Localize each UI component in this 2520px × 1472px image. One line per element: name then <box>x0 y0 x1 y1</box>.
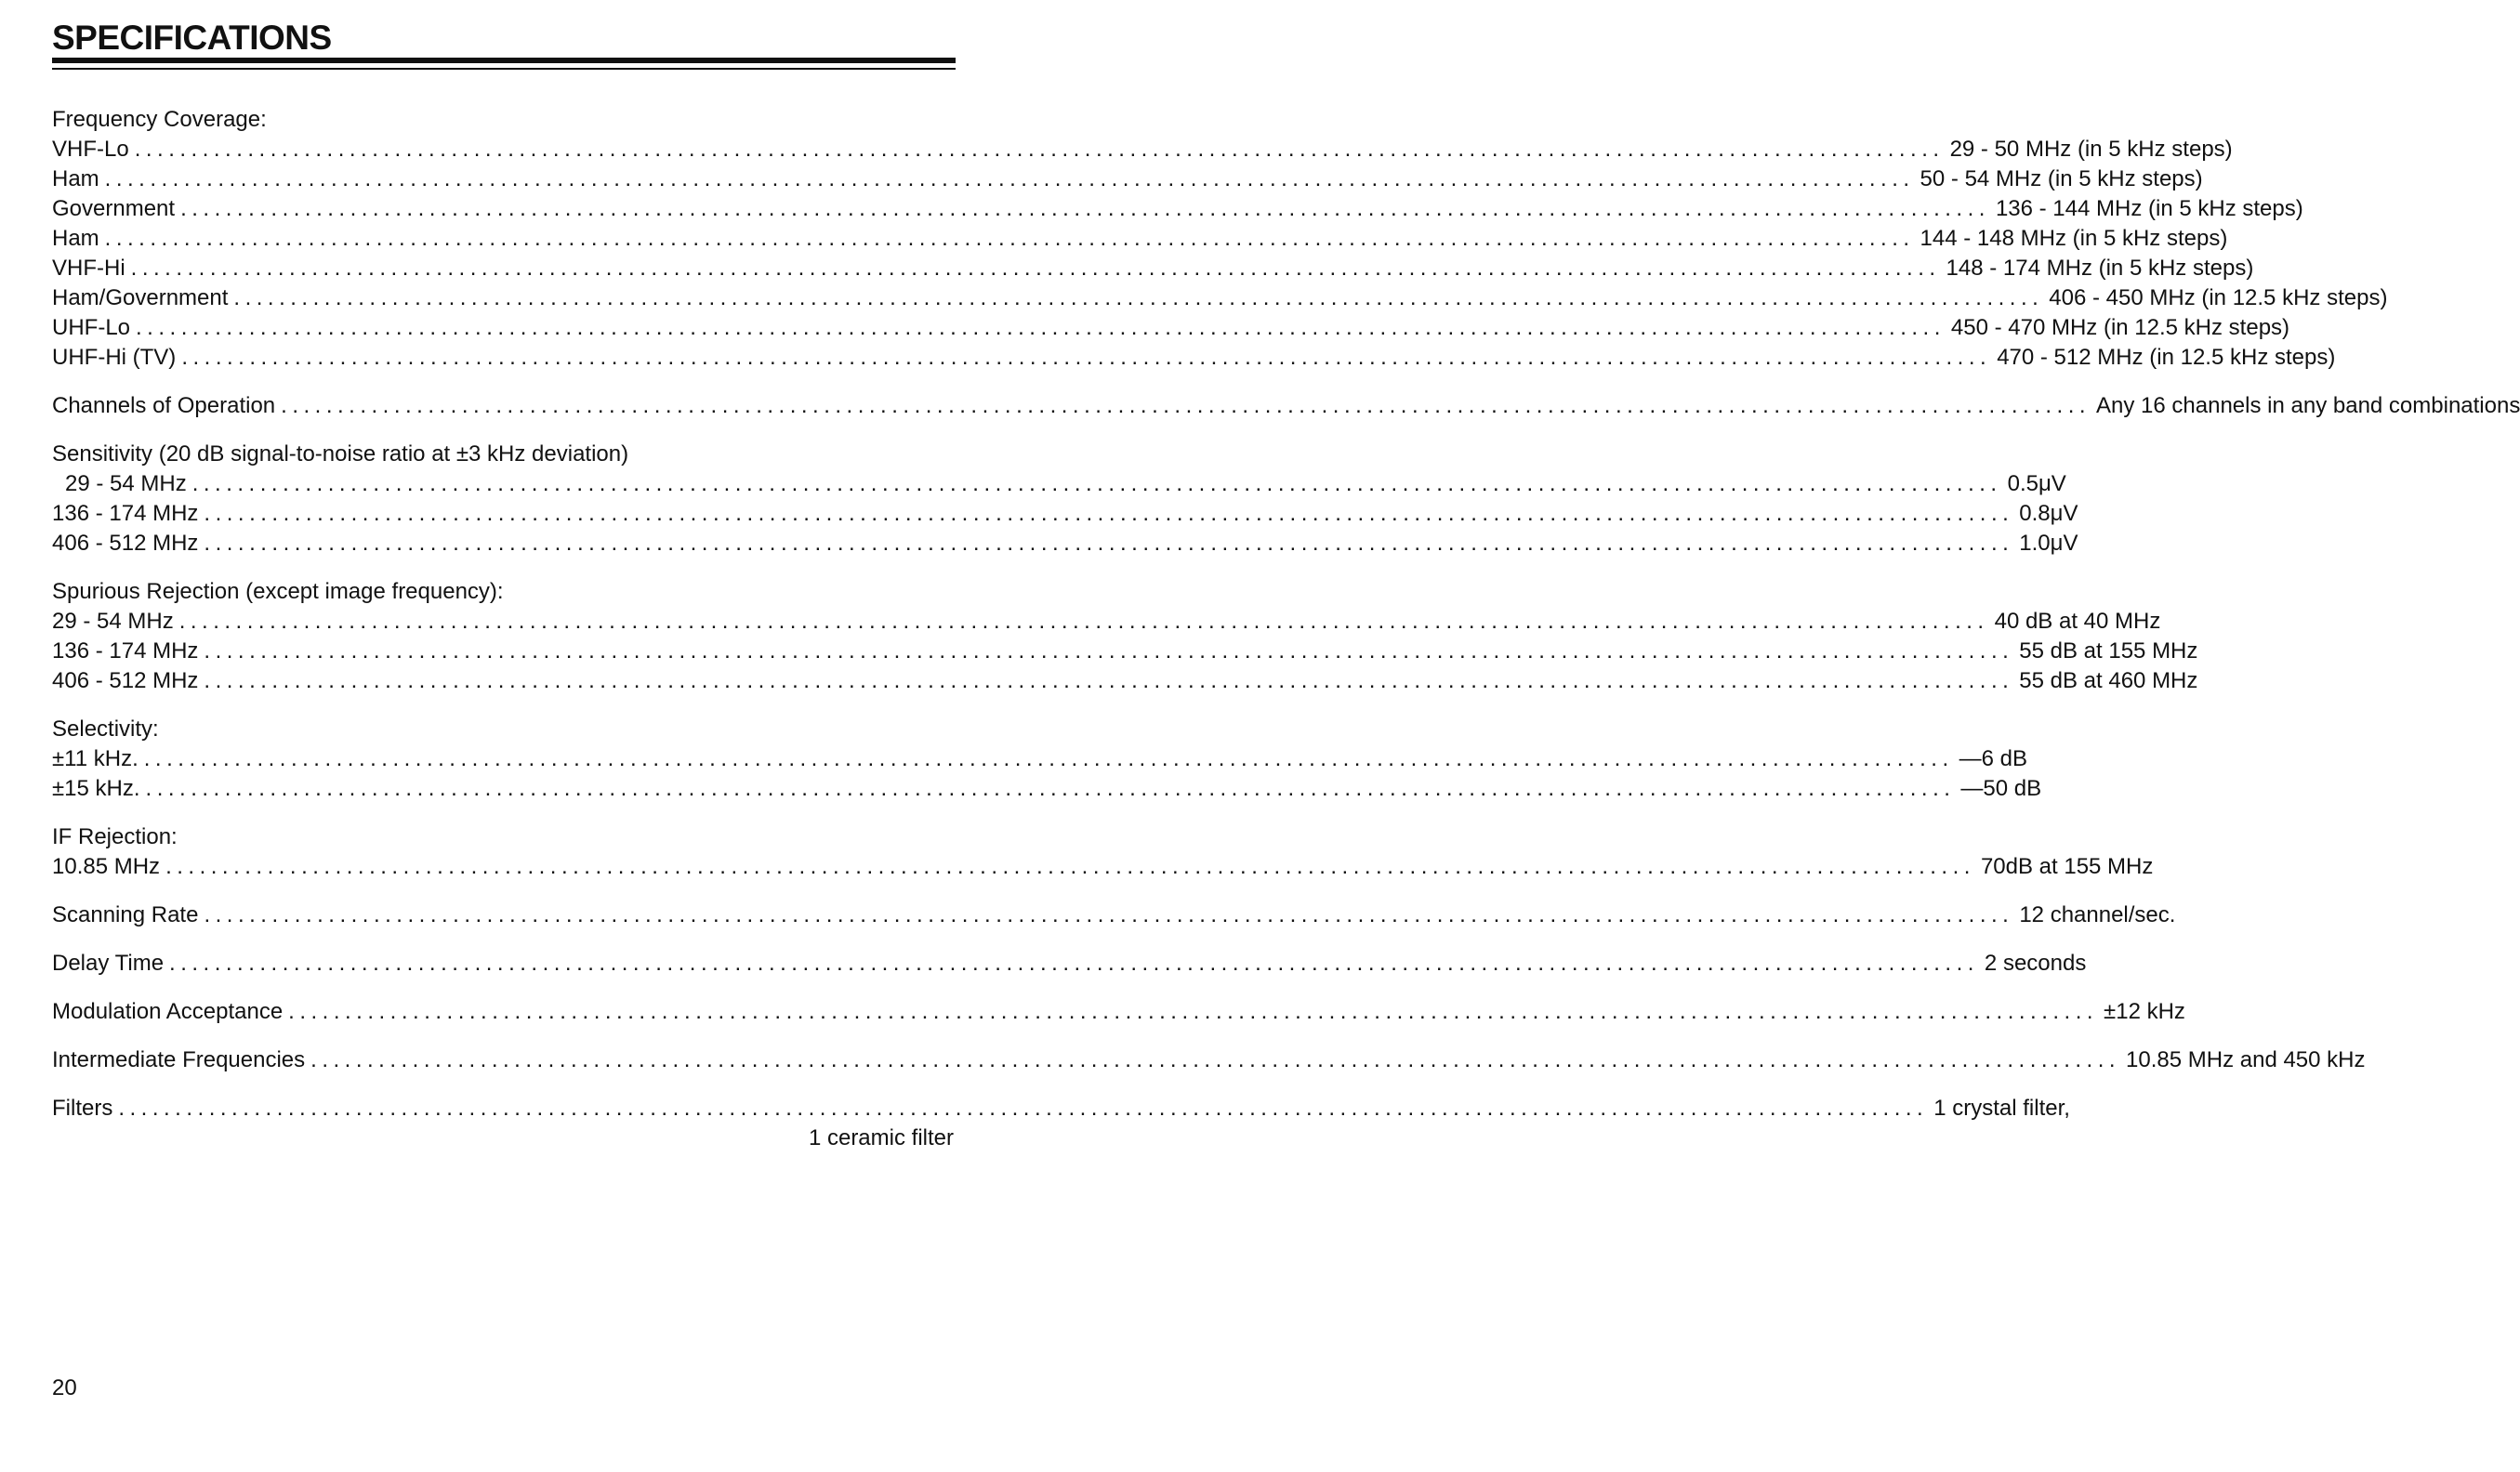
filters-section <box>52 1094 2070 1153</box>
spec-row <box>52 949 2087 979</box>
spec-label: Ham <box>52 166 99 191</box>
dot-leader: ................................................................................................................................................................ <box>204 668 2014 693</box>
section-heading: Spurious Rejection (except image frequency): <box>52 579 504 604</box>
frequency-coverage-section <box>52 105 2388 373</box>
dot-leader: ................................................................................................................................................................ <box>169 951 1979 976</box>
spec-value: 40 dB at 40 MHz <box>1994 609 2161 634</box>
spec-row <box>52 224 2228 254</box>
spec-label: Filters <box>52 1096 113 1121</box>
page-title: SPECIFICATIONS <box>52 19 332 57</box>
title-rule-thick <box>52 58 956 63</box>
spec-value: 450 - 470 MHz (in 12.5 kHz steps) <box>1950 315 2290 340</box>
dot-leader: ................................................................................................................................................................ <box>288 999 2099 1024</box>
channels-section <box>52 391 2520 421</box>
spec-label: Delay Time <box>52 951 165 976</box>
spec-value: 0.8μV <box>2019 501 2078 526</box>
spec-label: Government <box>52 196 176 221</box>
dot-leader: ................................................................................................................................................................ <box>191 471 2002 496</box>
delay-time-section <box>52 949 2087 979</box>
spec-row <box>52 607 2161 637</box>
dot-leader: ................................................................................................................................................................ <box>310 1047 2121 1072</box>
spec-row <box>52 852 2154 882</box>
spec-label: UHF-Hi (TV) <box>52 345 177 370</box>
spec-row <box>52 774 2042 804</box>
spec-label: Intermediate Frequencies <box>52 1047 306 1072</box>
spec-value: —50 dB <box>1960 776 2042 801</box>
spec-row <box>52 343 2336 373</box>
spec-row <box>52 529 2078 559</box>
dot-leader: ................................................................................................................................................................ <box>180 196 1990 221</box>
spec-row <box>52 997 2185 1027</box>
modulation-acceptance-section <box>52 997 2185 1027</box>
spurious-rejection-section <box>52 577 2198 696</box>
section-heading: Sensitivity (20 dB signal-to-noise ratio at ±3 kHz deviation) <box>52 441 629 467</box>
dot-leader: ................................................................................................................................................................ <box>145 776 1956 801</box>
spec-value: 29 - 50 MHz (in 5 kHz steps) <box>1949 137 2233 162</box>
section-heading: Frequency Coverage: <box>52 107 267 132</box>
dot-leader: ................................................................................................................................................................ <box>118 1096 1929 1121</box>
dot-leader: ................................................................................................................................................................ <box>204 501 2014 526</box>
section-heading: IF Rejection: <box>52 824 178 849</box>
dot-leader: ................................................................................................................................................................ <box>281 393 2091 418</box>
selectivity-section <box>52 715 2042 804</box>
spec-value: —6 dB <box>1959 746 2028 771</box>
spec-value: 55 dB at 460 MHz <box>2019 668 2198 693</box>
spec-row <box>52 283 2388 313</box>
spec-row <box>52 666 2198 696</box>
spec-value: 10.85 MHz and 450 kHz <box>2126 1047 2366 1072</box>
spec-label: ±15 kHz. <box>52 776 140 801</box>
dot-leader: ................................................................................................................................................................ <box>104 226 1915 251</box>
dot-leader: ................................................................................................................................................................ <box>134 137 1945 162</box>
page-number: 20 <box>52 1375 77 1400</box>
spec-label: Ham <box>52 226 99 251</box>
spec-value: 50 - 54 MHz (in 5 kHz steps) <box>1920 166 2203 191</box>
dot-leader: ................................................................................................................................................................ <box>130 256 1941 281</box>
spec-label: VHF-Lo <box>52 137 129 162</box>
spec-label: 29 - 54 MHz <box>65 471 187 496</box>
spec-label: ±11 kHz. <box>52 746 139 771</box>
spec-value: 136 - 144 MHz (in 5 kHz steps) <box>1995 196 2303 221</box>
spec-row <box>52 469 2066 499</box>
spec-label: Scanning Rate <box>52 902 199 927</box>
spec-value: Any 16 channels in any band combinations <box>2096 393 2520 418</box>
section-heading: Selectivity: <box>52 716 159 742</box>
spec-value: 70dB at 155 MHz <box>1980 854 2154 879</box>
spec-label: 10.85 MHz <box>52 854 161 879</box>
intermediate-frequencies-section <box>52 1045 2366 1075</box>
spec-label: 136 - 174 MHz <box>52 501 199 526</box>
spec-row <box>52 1045 2366 1075</box>
dot-leader: ................................................................................................................................................................ <box>165 854 1975 879</box>
spec-label: 29 - 54 MHz <box>52 609 174 634</box>
spec-row <box>52 164 2203 194</box>
spec-value: 1.0μV <box>2019 531 2078 556</box>
spec-value: 2 seconds <box>1984 951 2087 976</box>
spec-row <box>52 900 2176 930</box>
sensitivity-section <box>52 440 2078 559</box>
scanning-rate-section <box>52 900 2176 930</box>
dot-leader: ................................................................................................................................................................ <box>204 531 2014 556</box>
spec-value: 148 - 174 MHz (in 5 kHz steps) <box>1946 256 2254 281</box>
spec-label: 136 - 174 MHz <box>52 638 199 664</box>
dot-leader: ................................................................................................................................................................ <box>233 285 2044 310</box>
spec-row <box>52 254 2254 283</box>
spec-value: 12 channel/sec. <box>2019 902 2176 927</box>
spec-label: Modulation Acceptance <box>52 999 284 1024</box>
dot-leader: ................................................................................................................................................................ <box>104 166 1915 191</box>
spec-value: 1 crystal filter, <box>1933 1096 2070 1121</box>
dot-leader: ................................................................................................................................................................ <box>143 746 1954 771</box>
spec-label: 406 - 512 MHz <box>52 531 199 556</box>
spec-value: 55 dB at 155 MHz <box>2019 638 2198 664</box>
spec-value: 144 - 148 MHz (in 5 kHz steps) <box>1920 226 2228 251</box>
dot-leader: ................................................................................................................................................................ <box>204 638 2014 664</box>
spec-value-continuation: 1 ceramic filter <box>808 1125 954 1150</box>
spec-row <box>52 313 2290 343</box>
spec-row <box>52 744 2028 774</box>
spec-row <box>52 499 2078 529</box>
spec-value: 406 - 450 MHz (in 12.5 kHz steps) <box>2049 285 2388 310</box>
spec-label: Ham/Government <box>52 285 229 310</box>
specifications-list <box>52 105 2520 1172</box>
title-rule-thin <box>52 68 956 70</box>
spec-row <box>52 1094 2070 1124</box>
if-rejection-section <box>52 822 2154 882</box>
dot-leader: ................................................................................................................................................................ <box>181 345 1992 370</box>
spec-label: VHF-Hi <box>52 256 125 281</box>
spec-label: UHF-Lo <box>52 315 131 340</box>
spec-row <box>52 194 2303 224</box>
dot-leader: ................................................................................................................................................................ <box>204 902 2014 927</box>
dot-leader: ................................................................................................................................................................ <box>178 609 1989 634</box>
spec-row <box>52 391 2520 421</box>
spec-label: Channels of Operation <box>52 393 276 418</box>
dot-leader: ................................................................................................................................................................ <box>136 315 1946 340</box>
spec-row <box>52 637 2198 666</box>
spec-row <box>52 135 2233 164</box>
spec-value: ±12 kHz <box>2104 999 2185 1024</box>
spec-value: 0.5μV <box>2007 471 2066 496</box>
spec-label: 406 - 512 MHz <box>52 668 199 693</box>
spec-value: 470 - 512 MHz (in 12.5 kHz steps) <box>1997 345 2336 370</box>
